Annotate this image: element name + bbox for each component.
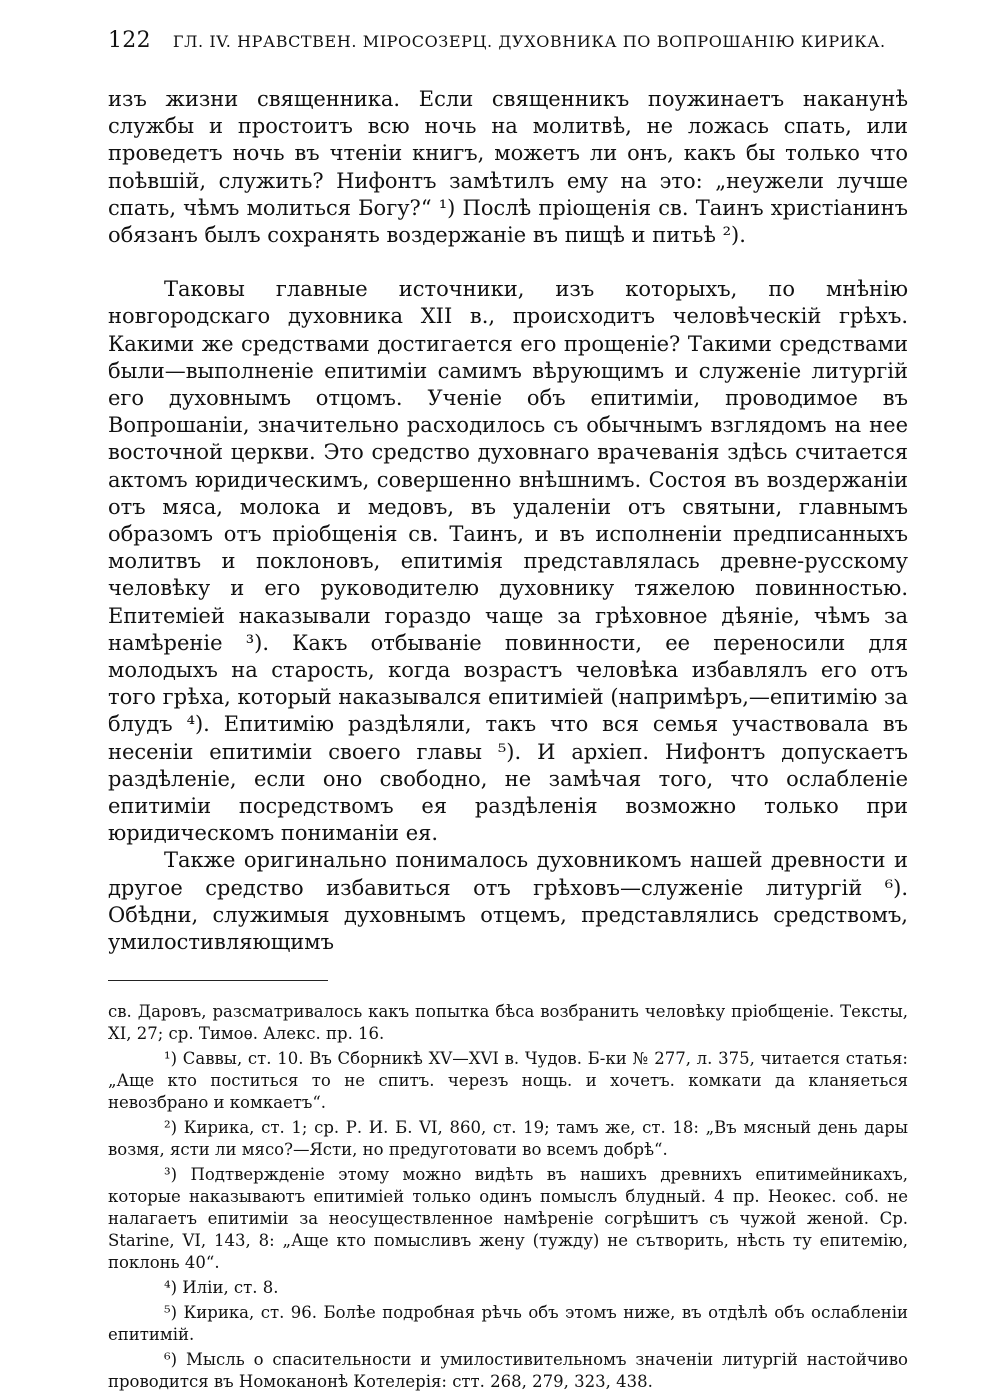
running-header [108, 28, 908, 68]
footnote-separator [108, 980, 328, 981]
footnote-2: ²) Кирика, ст. 1; ср. Р. И. Б. VI, 860, ст. 19; тамъ же, ст. 18: „Въ мясный день дары возмя, ясти ли мясо?—Ясти, но предуготовати во всемъ добрѣ“. [108, 1118, 908, 1160]
paragraph-3: Также оригинально понималось духовникомъ нашей древности и другое средство избавиться отъ грѣховъ—служеніе литургій ⁶). Обѣдни, служимыя духовнымъ отцемъ, представлялись средствомъ, умилостивляющимъ [108, 848, 908, 955]
footnote-3: ³) Подтвержденіе этому можно видѣть въ нашихъ древнихъ епитимейникахъ, которые наказываютъ епитиміей только одинъ помыслъ блудный. 4 пр. Неокес. соб. не налагаетъ епитиміи за неосуществленное намѣреніе согрѣшитъ съ чужой женой. Ср. Starine, VI, 143, 8: „Аще кто помысливъ жену (тужду) не сътворить, нѣсть ту епитемію, поклонь 40“. [108, 1165, 908, 1273]
footnote-6: ⁶) Мысль о спасительности и умилостивительномъ значеніи литургій настойчиво проводится въ Номоканонѣ Котелерія: стт. 268, 279, 323, 438. [108, 1350, 908, 1392]
paragraph-1: изъ жизни священника. Если священникъ поужинаетъ наканунѣ службы и простоитъ всю ночь на молитвѣ, не ложась спать, или проведетъ ночь въ чтеніи книгъ, можетъ ли онъ, какъ бы только что поѣвшій, служить? Нифонтъ замѣтилъ ему на это: „неужели лучше спать, чѣмъ молиться Богу?“ ¹) Послѣ пріощенія св. Таинъ христіанинъ обязанъ былъ сохранять воздержаніе въ пищѣ и питьѣ ²). [108, 87, 908, 248]
footnote-1: ¹) Саввы, ст. 10. Въ Сборникѣ XV—XVI в. Чудов. Б-ки № 277, л. 375, читается статья: „Аще кто поститься то не спитъ. черезъ нощь. и хочетъ. комкати да кланяеться невозбрано и комкаетъ“. [108, 1049, 908, 1113]
footnote-4: ⁴) Иліи, ст. 8. [164, 1278, 279, 1298]
running-title: ГЛ. IV. НРАВСТВЕН. МІРОСОЗЕРЦ. ДУХОВНИКА ПО ВОПРОШАНІЮ КИРИКА. [172, 32, 886, 51]
page [108, 28, 908, 1396]
paragraph-2: Таковы главные источники, изъ которыхъ, по мнѣнію новгородскаго духовника XII в., происходитъ человѣческій грѣхъ. Какими же средствами достигается его прощеніе? Такими средствами были—выполненіе епитиміи самимъ вѣрующимъ и служеніе литургій его духовнымъ отцомъ. Ученіе объ епитиміи, проводимое въ Вопрошаніи, значительно расходилось съ обычнымъ взглядомъ на нее восточной церкви. Это средство духовнаго врачеванія здѣсь считается актомъ юридическимъ, совершенно внѣшнимъ. Состоя въ воздержаніи отъ мяса, молока и медовъ, въ удаленіи отъ святыни, главнымъ образомъ отъ пріобщенія св. Таинъ, и въ исполненіи предписанныхъ молитвъ и поклоновъ, епитимія представлялась древне-русскому человѣку и его руководителю духовнику тяжелою повинностью. Епитеміей наказывали гораздо чаще за грѣховное дѣяніе, чѣмъ за намѣреніе ³). Какъ отбываніе повинности, ее переносили для молодыхъ на старость, когда возрастъ человѣка избавлялъ его отъ того грѣха, который наказывался епитиміей (напримѣръ,—епитимію за блудъ ⁴). Епитимію раздѣляли, такъ что вся семья участвовала въ несеніи епитиміи своего главы ⁵). И архіеп. Нифонтъ допускаетъ раздѣленіе, если оно свободно, не замѣчая того, что ослабленіе епитиміи посредствомъ ея раздѣленія возможно только при юридическомъ пониманіи ея. [108, 277, 908, 846]
footnote-5: ⁵) Кирика, ст. 96. Болѣе подробная рѣчь объ этомъ ниже, въ отдѣлѣ объ ослабленіи епитимій. [108, 1303, 908, 1345]
main-text [108, 86, 908, 956]
footnote-continuation: св. Даровъ, разсматривалось какъ попытка бѣса возбранить человѣку пріобщеніе. Тексты, XI, 27; ср. Тимоѳ. Алекс. пр. 16. [108, 1002, 908, 1044]
page-number: 122 [108, 28, 151, 53]
footnotes [108, 1001, 908, 1393]
